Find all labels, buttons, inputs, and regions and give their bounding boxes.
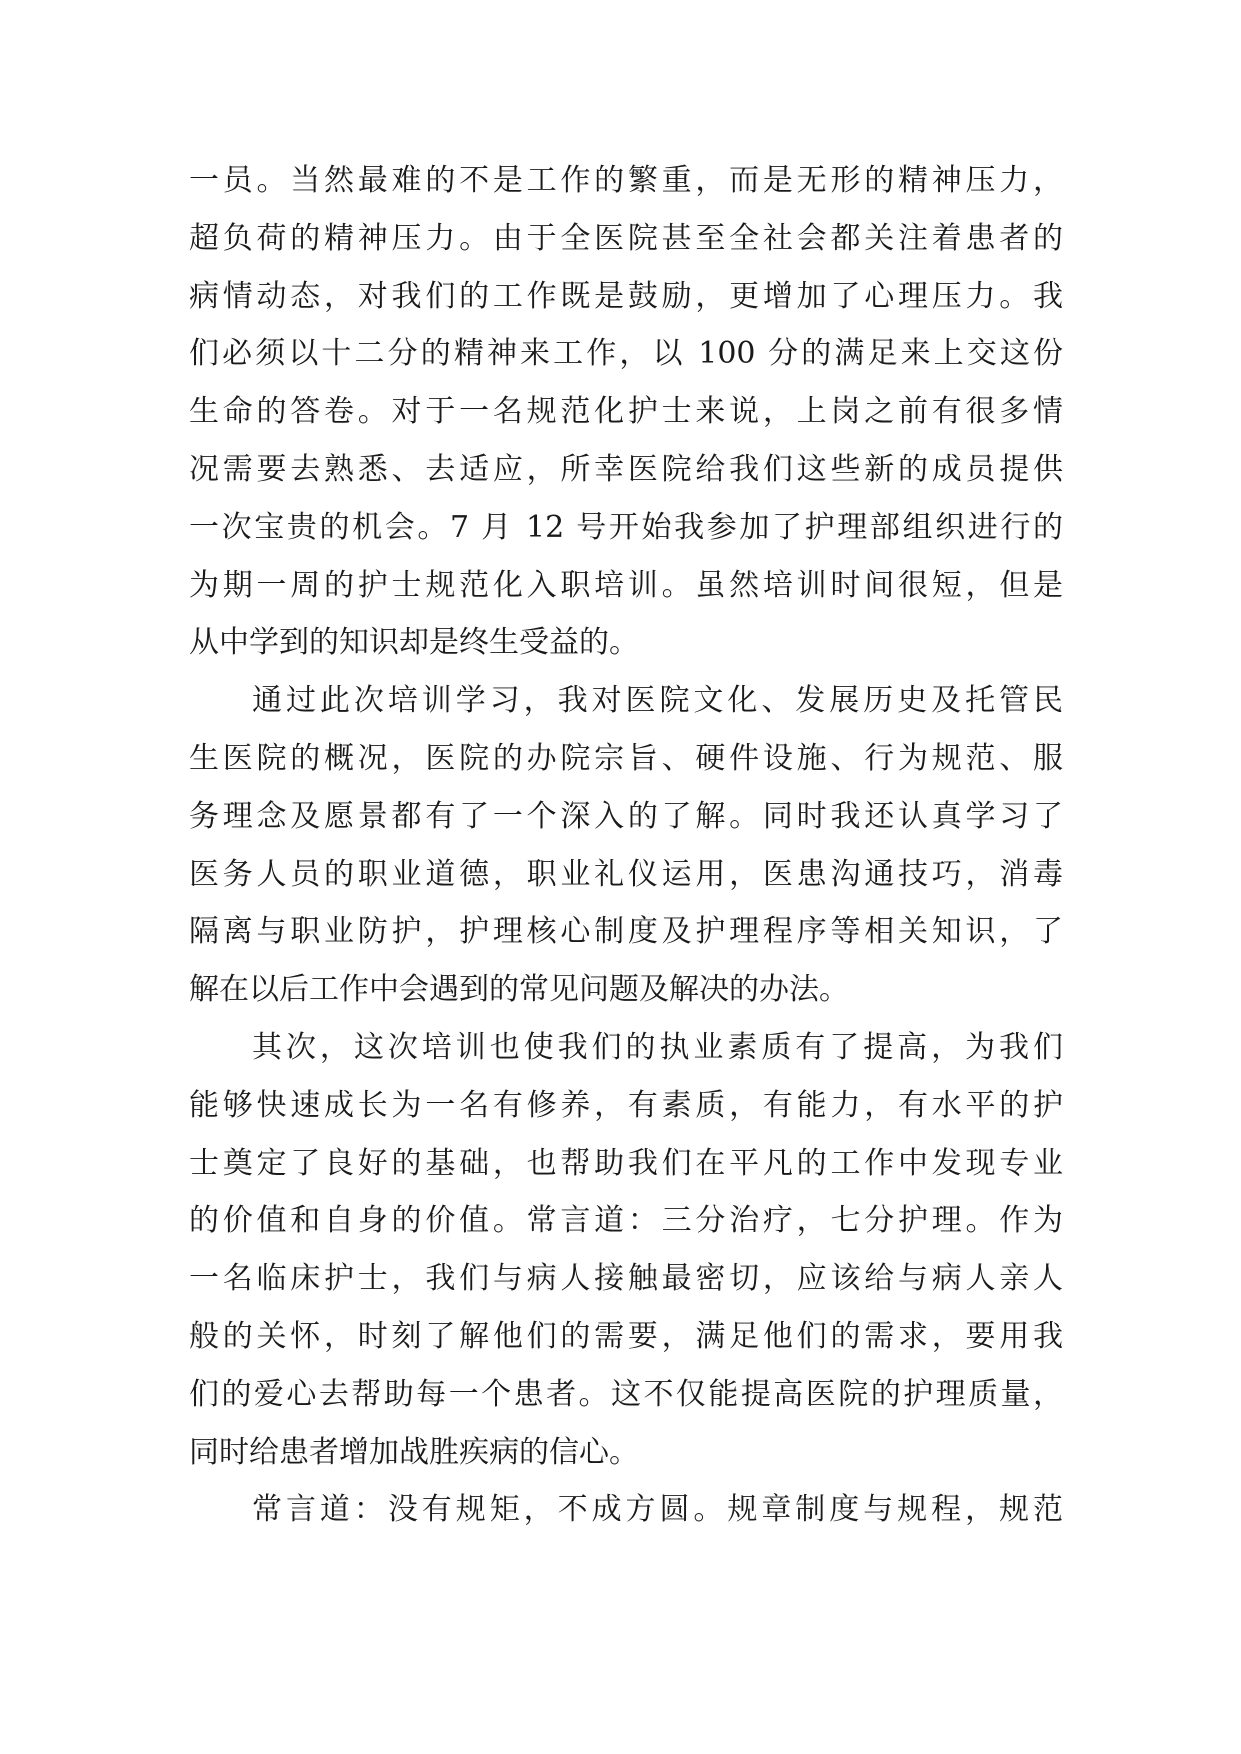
paragraph-first-line: 常言道：没有规矩，不成方圆。规章制度与规程，规范: [252, 1492, 1063, 1528]
text-line: 为期一周的护士规范化入职培训。虽然培训时间很短，但是: [189, 567, 1063, 603]
text-line: 超负荷的精神压力。由于全医院甚至全社会都关注着患者的: [189, 220, 1063, 256]
text-line: 从中学到的知识却是终生受益的。: [189, 625, 639, 661]
text-line: 一员。当然最难的不是工作的繁重，而是无形的精神压力，: [189, 163, 1063, 198]
text-line: 们必须以十二分的精神来工作，以 100 分的满足来上交这份: [189, 336, 1063, 372]
text-line: 能够快速成长为一名有修养，有素质，有能力，有水平的护: [189, 1087, 1063, 1123]
text-line: 况需要去熟悉、去适应，所幸医院给我们这些新的成员提供: [189, 451, 1063, 487]
paragraph-first-line: 其次，这次培训也使我们的执业素质有了提高，为我们: [252, 1029, 1063, 1065]
text-line: 医务人员的职业道德，职业礼仪运用，医患沟通技巧，消毒: [189, 856, 1063, 892]
text-line: 的价值和自身的价值。常言道：三分治疗，七分护理。作为: [189, 1203, 1063, 1239]
text-line: 病情动态，对我们的工作既是鼓励，更增加了心理压力。我: [189, 278, 1063, 314]
text-line: 们的爱心去帮助每一个患者。这不仅能提高医院的护理质量，: [189, 1376, 1063, 1412]
text-line: 生命的答卷。对于一名规范化护士来说，上岗之前有很多情: [189, 394, 1063, 430]
text-line: 一名临床护士，我们与病人接触最密切，应该给与病人亲人: [189, 1261, 1063, 1297]
text-line: 解在以后工作中会遇到的常见问题及解决的办法。: [189, 972, 849, 1008]
text-line: 士奠定了良好的基础，也帮助我们在平凡的工作中发现专业: [189, 1145, 1063, 1181]
text-line: 般的关怀，时刻了解他们的需要，满足他们的需求，要用我: [189, 1318, 1063, 1354]
text-line: 务理念及愿景都有了一个深入的了解。同时我还认真学习了: [189, 798, 1063, 834]
text-line: 一次宝贵的机会。7 月 12 号开始我参加了护理部组织进行的: [189, 509, 1063, 545]
text-line: 隔离与职业防护，护理核心制度及护理程序等相关知识，了: [189, 914, 1063, 950]
paragraph-first-line: 通过此次培训学习，我对医院文化、发展历史及托管民: [252, 683, 1063, 719]
text-line: 生医院的概况，医院的办院宗旨、硬件设施、行为规范、服: [189, 740, 1063, 776]
document-body: [189, 152, 1063, 1539]
text-line: 同时给患者增加战胜疾病的信心。: [189, 1434, 639, 1470]
